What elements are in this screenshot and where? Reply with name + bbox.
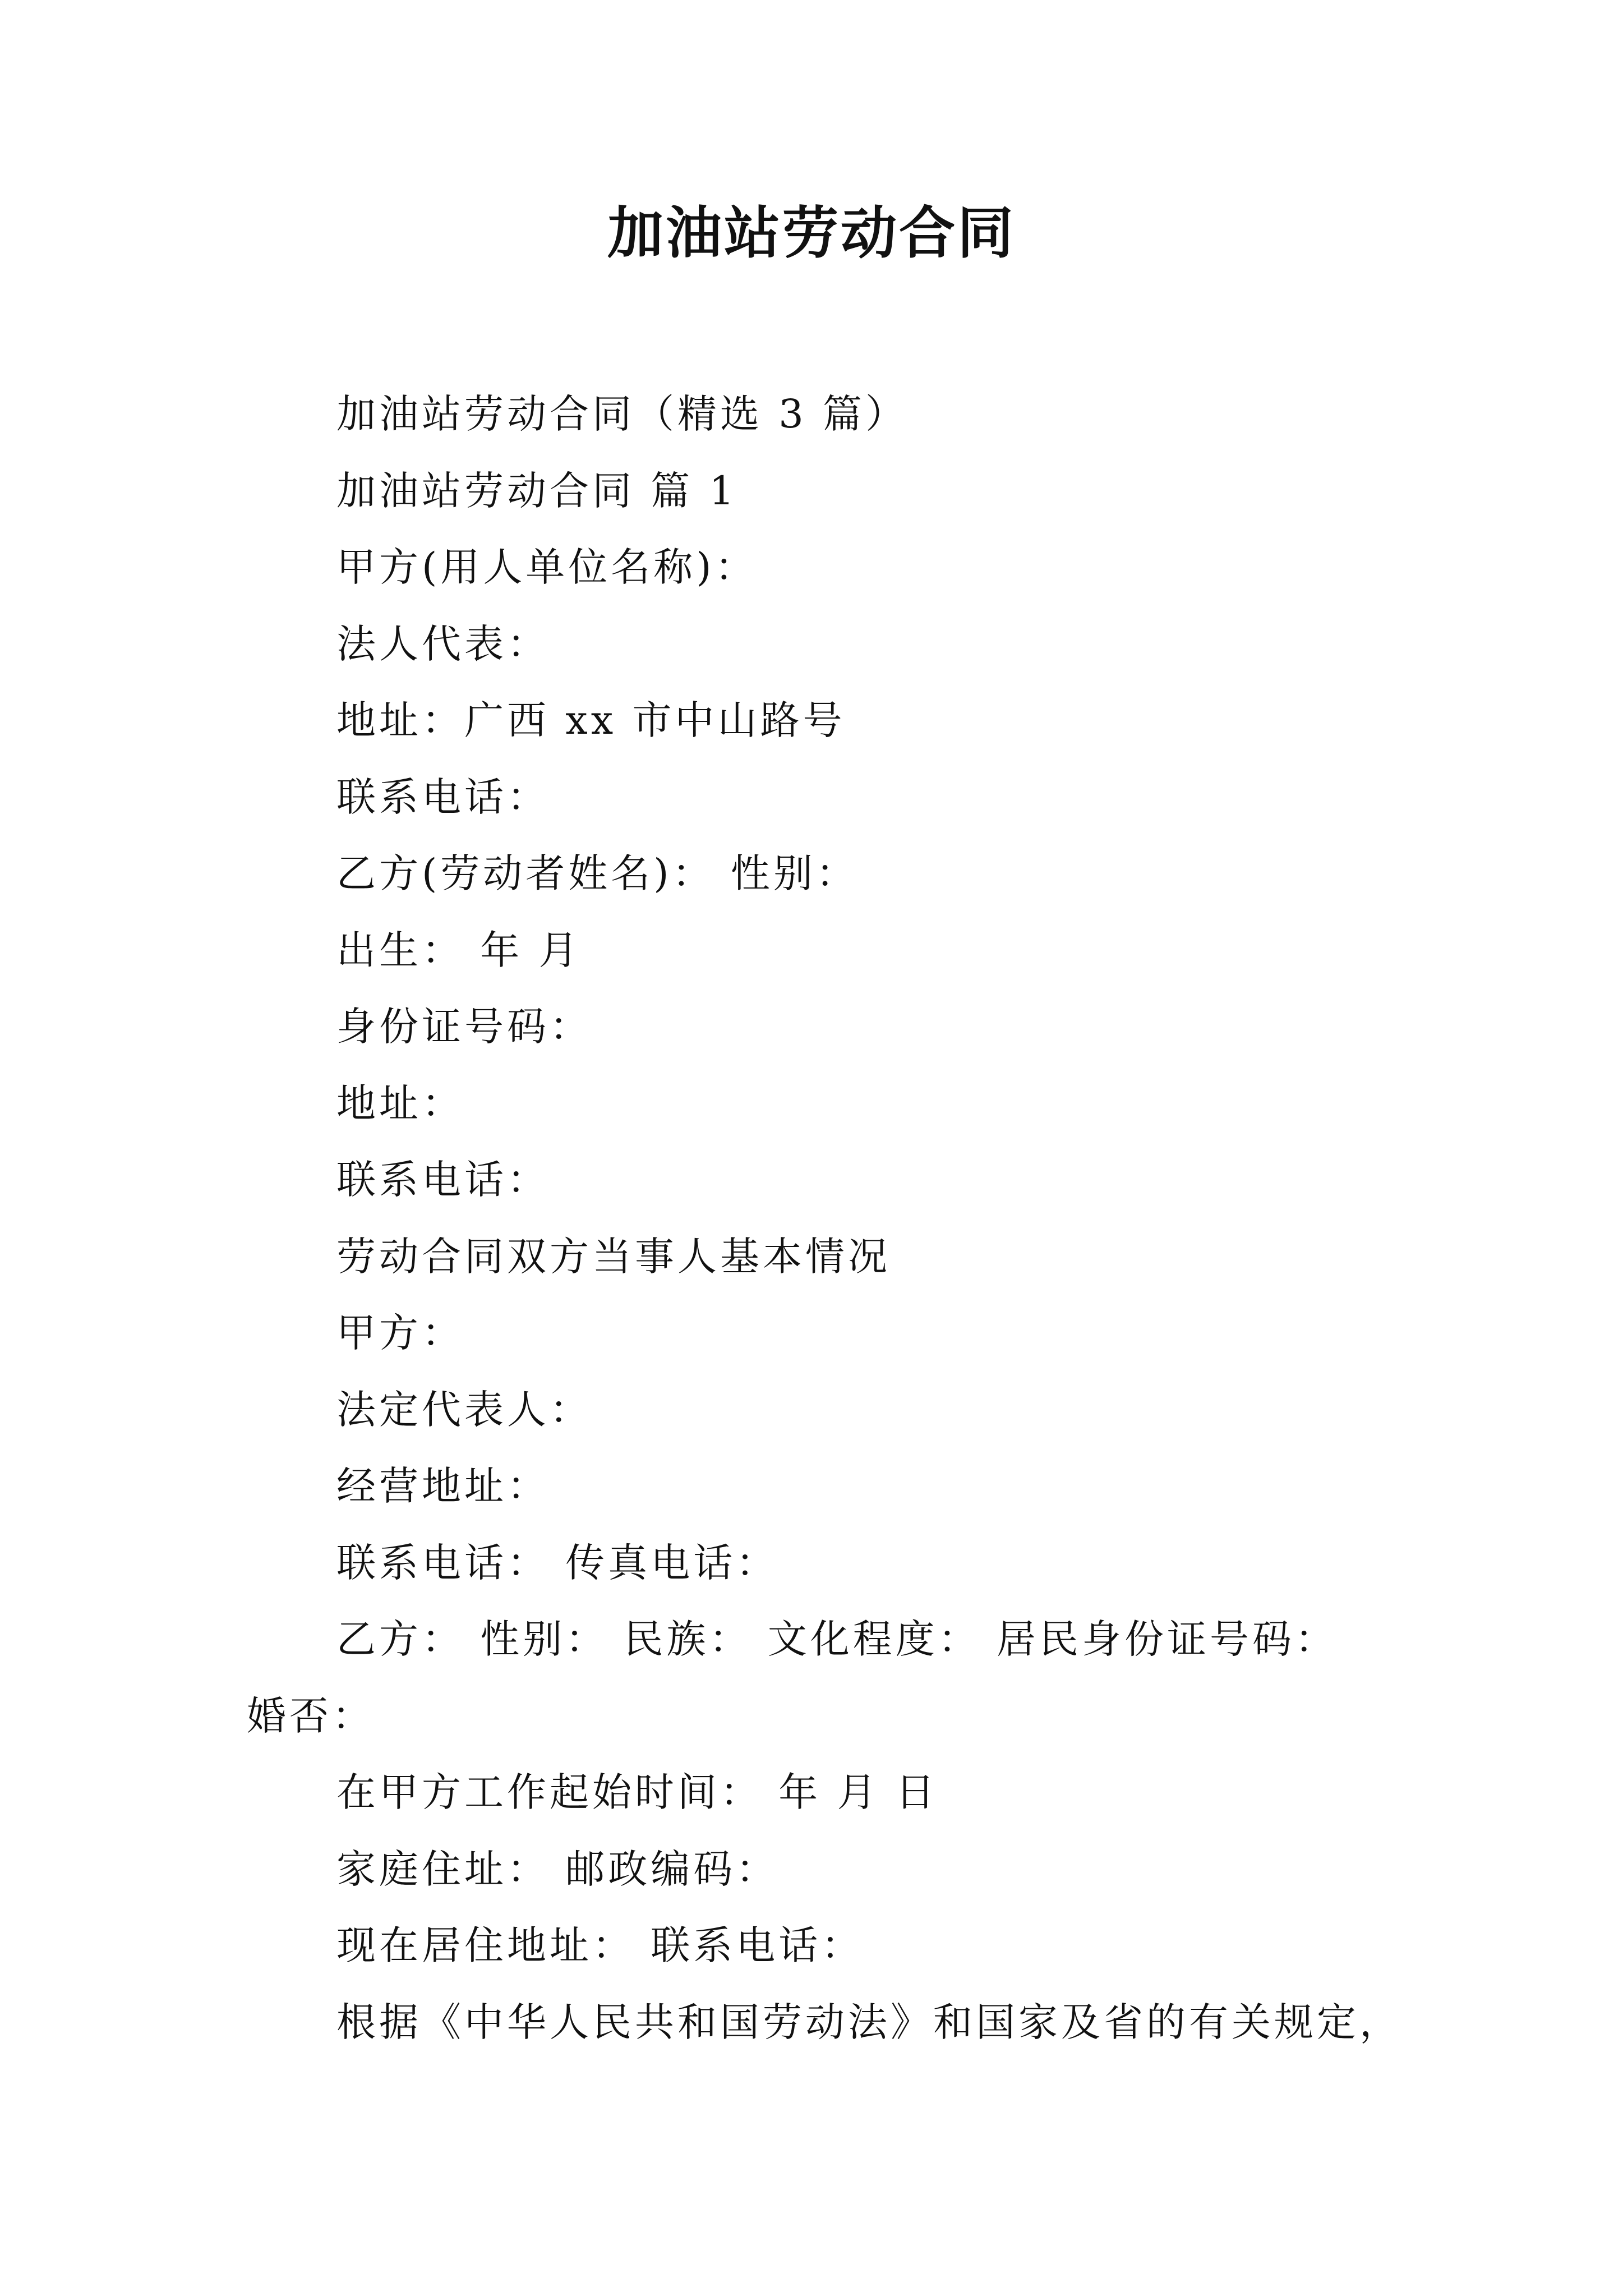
paragraph-line: 乙方： 性别： 民族： 文化程度： 居民身份证号码： xyxy=(336,1616,1338,1662)
paragraph-line: 法定代表人： xyxy=(336,1386,592,1433)
document-body xyxy=(247,376,1402,2060)
document-title: 加油站劳动合同 xyxy=(607,200,1016,266)
paragraph-line: 经营地址： xyxy=(336,1463,550,1509)
paragraph-line: 家庭住址： 邮政编码： xyxy=(336,1846,779,1892)
paragraph-line: 劳动合同双方当事人基本情况 xyxy=(336,1233,891,1280)
paragraph-line: 法人代表： xyxy=(336,620,550,667)
paragraph-line: 在甲方工作起始时间： 年 月 日 xyxy=(336,1769,938,1815)
paragraph-line: 加油站劳动合同（精选 3 篇） xyxy=(336,391,909,437)
paragraph-line: 根据《中华人民共和国劳动法》和国家及省的有关规定， xyxy=(336,1999,1402,2045)
paragraph-line: 联系电话： xyxy=(336,1157,550,1203)
paragraph-line: 出生： 年 月 xyxy=(336,927,582,973)
paragraph-line: 乙方(劳动者姓名)： 性别： xyxy=(336,850,859,896)
paragraph-line: 加油站劳动合同 篇 1 xyxy=(336,467,738,514)
paragraph-line: 婚否： xyxy=(247,1692,375,1739)
paragraph-line: 联系电话： xyxy=(336,774,550,820)
paragraph-line: 现在居住地址： 联系电话： xyxy=(336,1922,864,1968)
paragraph-line: 地址： xyxy=(336,1080,464,1126)
paragraph-line: 甲方： xyxy=(336,1310,464,1356)
paragraph-line: 身份证号码： xyxy=(336,1004,592,1050)
paragraph-line: 联系电话： 传真电话： xyxy=(336,1539,779,1586)
paragraph-line: 地址：广西 xx 市中山路号 xyxy=(336,697,846,743)
paragraph-line: 甲方(用人单位名称)： xyxy=(336,544,758,590)
